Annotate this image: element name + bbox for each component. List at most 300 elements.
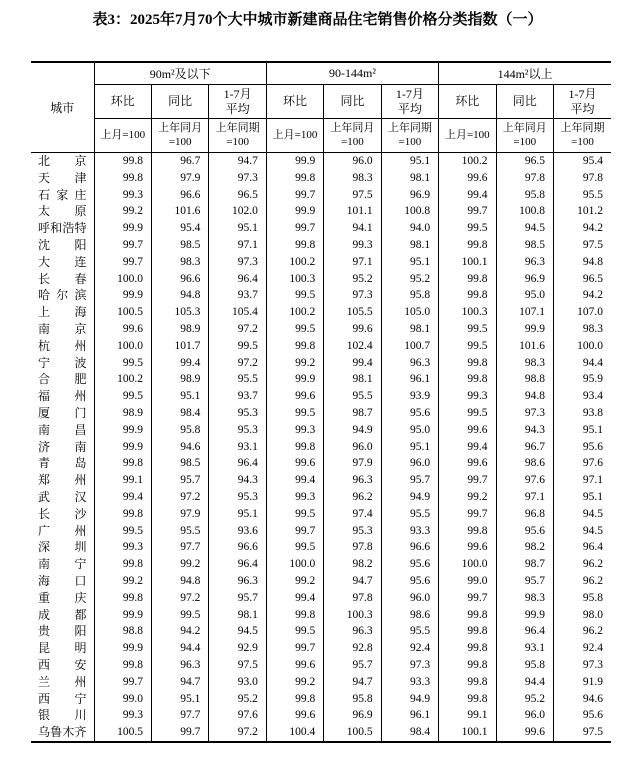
index-value: 97.9: [324, 455, 381, 472]
index-value: 99.8: [439, 691, 496, 708]
index-value: 98.9: [94, 405, 151, 422]
city-name: 长春: [38, 271, 87, 286]
index-value: 96.4: [496, 623, 553, 640]
table-row: [31, 287, 611, 304]
index-value: 99.7: [439, 590, 496, 607]
index-value: 94.6: [151, 439, 208, 456]
index-value: 96.4: [209, 455, 266, 472]
index-value: 95.1: [209, 220, 266, 237]
index-value: 95.5: [381, 623, 438, 640]
index-value: 99.8: [439, 607, 496, 624]
index-value: 99.7: [266, 640, 323, 657]
city-name: 天津: [38, 170, 87, 185]
index-value: 98.8: [496, 371, 553, 388]
index-value: 99.8: [439, 287, 496, 304]
index-value: 95.3: [324, 523, 381, 540]
index-value: 96.3: [381, 355, 438, 372]
city-name: 北京: [38, 154, 87, 168]
index-value: 95.6: [381, 573, 438, 590]
index-value: 99.2: [266, 355, 323, 372]
base-label: =100: [398, 135, 422, 148]
index-value: 99.4: [151, 355, 208, 372]
index-value: 93.6: [209, 523, 266, 540]
city-name: 南宁: [38, 557, 87, 572]
index-value: 100.7: [381, 338, 438, 355]
group-header-90-below: 90m²及以下: [94, 62, 266, 85]
index-value: 95.1: [553, 489, 611, 506]
index-value: 102.4: [324, 338, 381, 355]
table-row: [31, 338, 611, 355]
index-value: 98.2: [324, 556, 381, 573]
index-value: 99.8: [439, 371, 496, 388]
index-value: 98.9: [151, 321, 208, 338]
index-value: 99.9: [266, 203, 323, 220]
index-value: 92.9: [209, 640, 266, 657]
index-value: 98.5: [151, 237, 208, 254]
index-value: 99.5: [151, 607, 208, 624]
index-value: 96.4: [209, 271, 266, 288]
measure-label: 1-7月: [223, 87, 252, 102]
base-label: =100: [571, 135, 594, 148]
index-value: 99.5: [439, 338, 496, 355]
index-value: 96.3: [496, 254, 553, 271]
index-value: 94.7: [151, 674, 208, 691]
table-header: [31, 62, 611, 153]
index-value: 96.4: [209, 556, 266, 573]
price-index-table: [31, 61, 611, 743]
table-body: [31, 153, 611, 742]
index-value: 95.6: [381, 556, 438, 573]
index-value: 99.4: [439, 187, 496, 204]
index-value: 96.6: [209, 539, 266, 556]
index-value: 98.7: [496, 556, 553, 573]
index-value: 94.5: [553, 506, 611, 523]
index-value: 99.5: [439, 405, 496, 422]
measure-label: 平均: [225, 101, 250, 116]
base-label: 上年同期: [387, 122, 432, 135]
index-value: 99.6: [439, 539, 496, 556]
index-value: 98.1: [381, 170, 438, 187]
index-value: 101.6: [151, 203, 208, 220]
index-value: 100.4: [266, 724, 323, 742]
index-value: 99.4: [94, 489, 151, 506]
index-value: 94.9: [381, 691, 438, 708]
base-label: 上年同月: [502, 122, 547, 135]
index-value: 99.8: [94, 455, 151, 472]
base-avg: [381, 119, 438, 153]
table-row: [31, 220, 611, 237]
index-value: 96.0: [324, 153, 381, 170]
index-value: 99.3: [439, 388, 496, 405]
city-name: 昆明: [38, 641, 87, 656]
index-value: 95.2: [381, 271, 438, 288]
index-value: 99.6: [439, 455, 496, 472]
index-value: 100.3: [266, 271, 323, 288]
index-value: 98.8: [94, 623, 151, 640]
index-value: 94.8: [151, 573, 208, 590]
index-value: 99.6: [324, 321, 381, 338]
index-value: 100.8: [496, 203, 553, 220]
index-value: 92.8: [324, 640, 381, 657]
index-value: 96.3: [324, 623, 381, 640]
index-value: 95.1: [151, 691, 208, 708]
index-value: 99.2: [266, 674, 323, 691]
index-value: 98.3: [553, 321, 611, 338]
index-value: 99.5: [439, 321, 496, 338]
index-value: 97.1: [324, 254, 381, 271]
index-value: 99.3: [266, 489, 323, 506]
index-value: 94.8: [553, 254, 611, 271]
base-yoy: [324, 119, 381, 153]
table-row: [31, 203, 611, 220]
base-yoy: [151, 119, 208, 153]
index-value: 99.6: [266, 707, 323, 724]
index-value: 96.0: [324, 439, 381, 456]
index-value: 97.5: [324, 187, 381, 204]
measure-avg: [381, 85, 438, 119]
index-value: 105.4: [209, 304, 266, 321]
index-value: 96.5: [209, 187, 266, 204]
index-value: 94.3: [209, 472, 266, 489]
index-value: 97.9: [151, 506, 208, 523]
group-header-144-above: 144m²以上: [439, 62, 611, 85]
index-value: 94.4: [151, 640, 208, 657]
base-avg: [209, 119, 266, 153]
index-value: 96.3: [151, 657, 208, 674]
index-value: 94.7: [324, 573, 381, 590]
index-value: 94.3: [496, 422, 553, 439]
index-value: 97.8: [324, 539, 381, 556]
index-value: 94.5: [553, 523, 611, 540]
index-value: 99.2: [151, 556, 208, 573]
table-row: [31, 371, 611, 388]
city-name: 长沙: [38, 506, 87, 521]
index-value: 99.9: [266, 153, 323, 170]
city-name: 济南: [38, 439, 87, 454]
index-value: 96.2: [553, 556, 611, 573]
index-value: 100.0: [94, 271, 151, 288]
index-value: 95.1: [381, 153, 438, 170]
index-value: 98.5: [151, 455, 208, 472]
index-value: 98.1: [324, 371, 381, 388]
table-row: [31, 472, 611, 489]
index-value: 95.5: [151, 523, 208, 540]
table-row: [31, 422, 611, 439]
measure-mom: [439, 85, 496, 119]
index-value: 99.3: [266, 422, 323, 439]
index-value: 99.8: [266, 607, 323, 624]
table-row: [31, 657, 611, 674]
page: [0, 8, 635, 743]
index-value: 95.2: [209, 691, 266, 708]
index-value: 99.5: [439, 220, 496, 237]
index-value: 99.7: [94, 254, 151, 271]
index-value: 98.6: [496, 455, 553, 472]
city-name: 青岛: [38, 456, 87, 471]
index-value: 105.3: [151, 304, 208, 321]
base-label: 上年同月: [330, 122, 375, 135]
index-value: 93.1: [209, 439, 266, 456]
index-value: 99.2: [439, 489, 496, 506]
city-name: 西安: [38, 657, 87, 672]
table-row: [31, 304, 611, 321]
index-value: 95.6: [381, 405, 438, 422]
index-value: 97.2: [209, 724, 266, 742]
index-value: 95.3: [209, 405, 266, 422]
measure-yoy: [151, 85, 208, 119]
measure-header-row: [31, 85, 611, 119]
table-row: [31, 674, 611, 691]
index-value: 99.4: [266, 590, 323, 607]
city-name: 海口: [38, 573, 87, 588]
index-value: 99.8: [439, 623, 496, 640]
index-value: 94.4: [496, 674, 553, 691]
city-name: 西宁: [38, 691, 87, 706]
index-value: 98.7: [324, 405, 381, 422]
index-value: 96.5: [553, 271, 611, 288]
index-value: 97.3: [209, 170, 266, 187]
index-value: 93.7: [209, 388, 266, 405]
index-value: 99.5: [266, 321, 323, 338]
index-value: 99.6: [266, 455, 323, 472]
index-value: 96.9: [496, 271, 553, 288]
index-value: 97.3: [496, 405, 553, 422]
measure-mom: [266, 85, 323, 119]
index-value: 92.4: [381, 640, 438, 657]
index-value: 96.9: [381, 187, 438, 204]
index-value: 100.2: [94, 371, 151, 388]
base-label: 上月=100: [100, 128, 146, 141]
index-value: 95.1: [381, 439, 438, 456]
table-row: [31, 623, 611, 640]
index-value: 97.1: [553, 472, 611, 489]
measure-label: 1-7月: [568, 87, 597, 102]
index-value: 99.6: [439, 422, 496, 439]
index-value: 94.6: [553, 691, 611, 708]
measure-label: 1-7月: [395, 87, 424, 102]
index-value: 97.5: [553, 724, 611, 742]
city-name: 呼和浩特: [38, 221, 87, 236]
index-value: 95.6: [553, 439, 611, 456]
index-value: 97.6: [496, 472, 553, 489]
index-value: 100.0: [553, 338, 611, 355]
index-value: 94.1: [324, 220, 381, 237]
index-value: 98.1: [381, 321, 438, 338]
city-name: 乌鲁木齐: [38, 725, 87, 740]
base-avg: [553, 119, 611, 153]
index-value: 100.0: [439, 556, 496, 573]
index-value: 101.6: [496, 338, 553, 355]
index-value: 95.4: [553, 153, 611, 170]
index-value: 97.8: [553, 170, 611, 187]
table-row: [31, 691, 611, 708]
index-value: 95.1: [381, 254, 438, 271]
index-value: 100.2: [266, 304, 323, 321]
city-name: 宁波: [38, 355, 87, 370]
index-value: 102.0: [209, 203, 266, 220]
index-value: 96.7: [496, 439, 553, 456]
index-value: 97.3: [553, 657, 611, 674]
index-value: 98.9: [151, 371, 208, 388]
index-value: 100.0: [266, 556, 323, 573]
city-name: 石家庄: [38, 187, 87, 202]
group-header-row: [31, 62, 611, 85]
measure-label: 平均: [570, 101, 595, 116]
table-row: [31, 237, 611, 254]
index-value: 96.2: [553, 573, 611, 590]
index-value: 100.1: [439, 254, 496, 271]
index-value: 101.7: [151, 338, 208, 355]
index-value: 95.5: [553, 187, 611, 204]
index-value: 99.7: [439, 506, 496, 523]
city-name: 重庆: [38, 590, 87, 605]
index-value: 99.8: [439, 640, 496, 657]
city-name: 深圳: [38, 540, 87, 555]
measure-label: 同比: [512, 94, 537, 109]
index-value: 100.0: [94, 338, 151, 355]
base-label: 上年同期: [560, 122, 605, 135]
index-value: 96.9: [324, 707, 381, 724]
index-value: 99.8: [94, 590, 151, 607]
index-value: 95.7: [151, 472, 208, 489]
index-value: 94.8: [496, 388, 553, 405]
table-row: [31, 153, 611, 170]
index-value: 99.7: [151, 724, 208, 742]
index-value: 96.2: [553, 623, 611, 640]
table-row: [31, 170, 611, 187]
index-value: 99.5: [94, 355, 151, 372]
index-value: 98.5: [496, 237, 553, 254]
index-value: 98.3: [324, 170, 381, 187]
index-value: 99.8: [266, 338, 323, 355]
index-value: 99.8: [439, 674, 496, 691]
index-value: 99.5: [266, 506, 323, 523]
index-value: 99.9: [94, 422, 151, 439]
table-row: [31, 388, 611, 405]
index-value: 99.8: [266, 439, 323, 456]
index-value: 99.6: [266, 388, 323, 405]
index-value: 96.5: [496, 153, 553, 170]
index-value: 99.7: [266, 220, 323, 237]
index-value: 97.2: [151, 590, 208, 607]
table-row: [31, 707, 611, 724]
index-value: 95.7: [496, 573, 553, 590]
index-value: 96.0: [381, 455, 438, 472]
index-value: 99.8: [266, 170, 323, 187]
index-value: 94.4: [553, 355, 611, 372]
index-value: 95.3: [209, 489, 266, 506]
base-yoy: [496, 119, 553, 153]
index-value: 107.0: [553, 304, 611, 321]
measure-label: 环比: [455, 94, 480, 109]
city-name: 银川: [38, 708, 87, 723]
index-value: 97.2: [209, 321, 266, 338]
index-value: 99.7: [439, 203, 496, 220]
index-value: 99.5: [266, 623, 323, 640]
index-value: 99.0: [94, 691, 151, 708]
index-value: 94.2: [553, 287, 611, 304]
city-name: 厦门: [38, 405, 87, 420]
index-value: 97.5: [209, 657, 266, 674]
base-mom: [266, 119, 323, 153]
index-value: 96.6: [151, 187, 208, 204]
index-value: 93.3: [381, 674, 438, 691]
index-value: 97.6: [553, 455, 611, 472]
index-value: 98.3: [151, 254, 208, 271]
index-value: 93.9: [381, 388, 438, 405]
index-value: 96.6: [151, 271, 208, 288]
table-row: [31, 405, 611, 422]
index-value: 94.7: [324, 674, 381, 691]
index-value: 95.1: [209, 506, 266, 523]
table-row: [31, 489, 611, 506]
measure-label: 同比: [168, 94, 193, 109]
index-value: 94.2: [553, 220, 611, 237]
index-value: 99.5: [266, 539, 323, 556]
index-value: 99.9: [94, 439, 151, 456]
index-value: 99.8: [439, 237, 496, 254]
index-value: 99.8: [94, 657, 151, 674]
city-name: 兰州: [38, 674, 87, 689]
index-value: 100.2: [439, 153, 496, 170]
index-value: 95.4: [151, 220, 208, 237]
index-value: 95.7: [381, 472, 438, 489]
index-value: 99.5: [266, 405, 323, 422]
index-value: 99.8: [439, 355, 496, 372]
index-value: 99.8: [439, 271, 496, 288]
index-value: 99.6: [439, 170, 496, 187]
index-value: 93.8: [553, 405, 611, 422]
index-value: 93.3: [381, 523, 438, 540]
index-value: 99.9: [266, 371, 323, 388]
table-row: [31, 573, 611, 590]
city-name: 杭州: [38, 338, 87, 353]
index-value: 99.5: [94, 388, 151, 405]
measure-yoy: [324, 85, 381, 119]
table-row: [31, 607, 611, 624]
index-value: 97.5: [553, 237, 611, 254]
index-value: 98.6: [381, 607, 438, 624]
index-value: 98.3: [496, 590, 553, 607]
index-value: 99.9: [94, 607, 151, 624]
index-value: 95.8: [324, 691, 381, 708]
index-value: 98.4: [151, 405, 208, 422]
index-value: 95.5: [209, 371, 266, 388]
base-label: 上月=100: [444, 128, 490, 141]
index-value: 100.3: [324, 607, 381, 624]
index-value: 99.7: [94, 237, 151, 254]
index-value: 99.9: [94, 220, 151, 237]
index-value: 97.4: [324, 506, 381, 523]
group-header-90-144: 90-144m²: [266, 62, 438, 85]
index-value: 99.2: [94, 573, 151, 590]
index-value: 99.2: [266, 573, 323, 590]
index-value: 100.5: [324, 724, 381, 742]
index-value: 107.1: [496, 304, 553, 321]
index-value: 95.5: [324, 388, 381, 405]
index-value: 95.0: [381, 422, 438, 439]
index-value: 95.9: [553, 371, 611, 388]
index-value: 99.5: [209, 338, 266, 355]
index-value: 99.5: [266, 287, 323, 304]
index-value: 100.8: [381, 203, 438, 220]
index-value: 95.1: [151, 388, 208, 405]
index-value: 95.8: [553, 590, 611, 607]
index-value: 97.1: [496, 489, 553, 506]
base-mom: [94, 119, 151, 153]
index-value: 97.6: [209, 707, 266, 724]
table-row: [31, 724, 611, 742]
